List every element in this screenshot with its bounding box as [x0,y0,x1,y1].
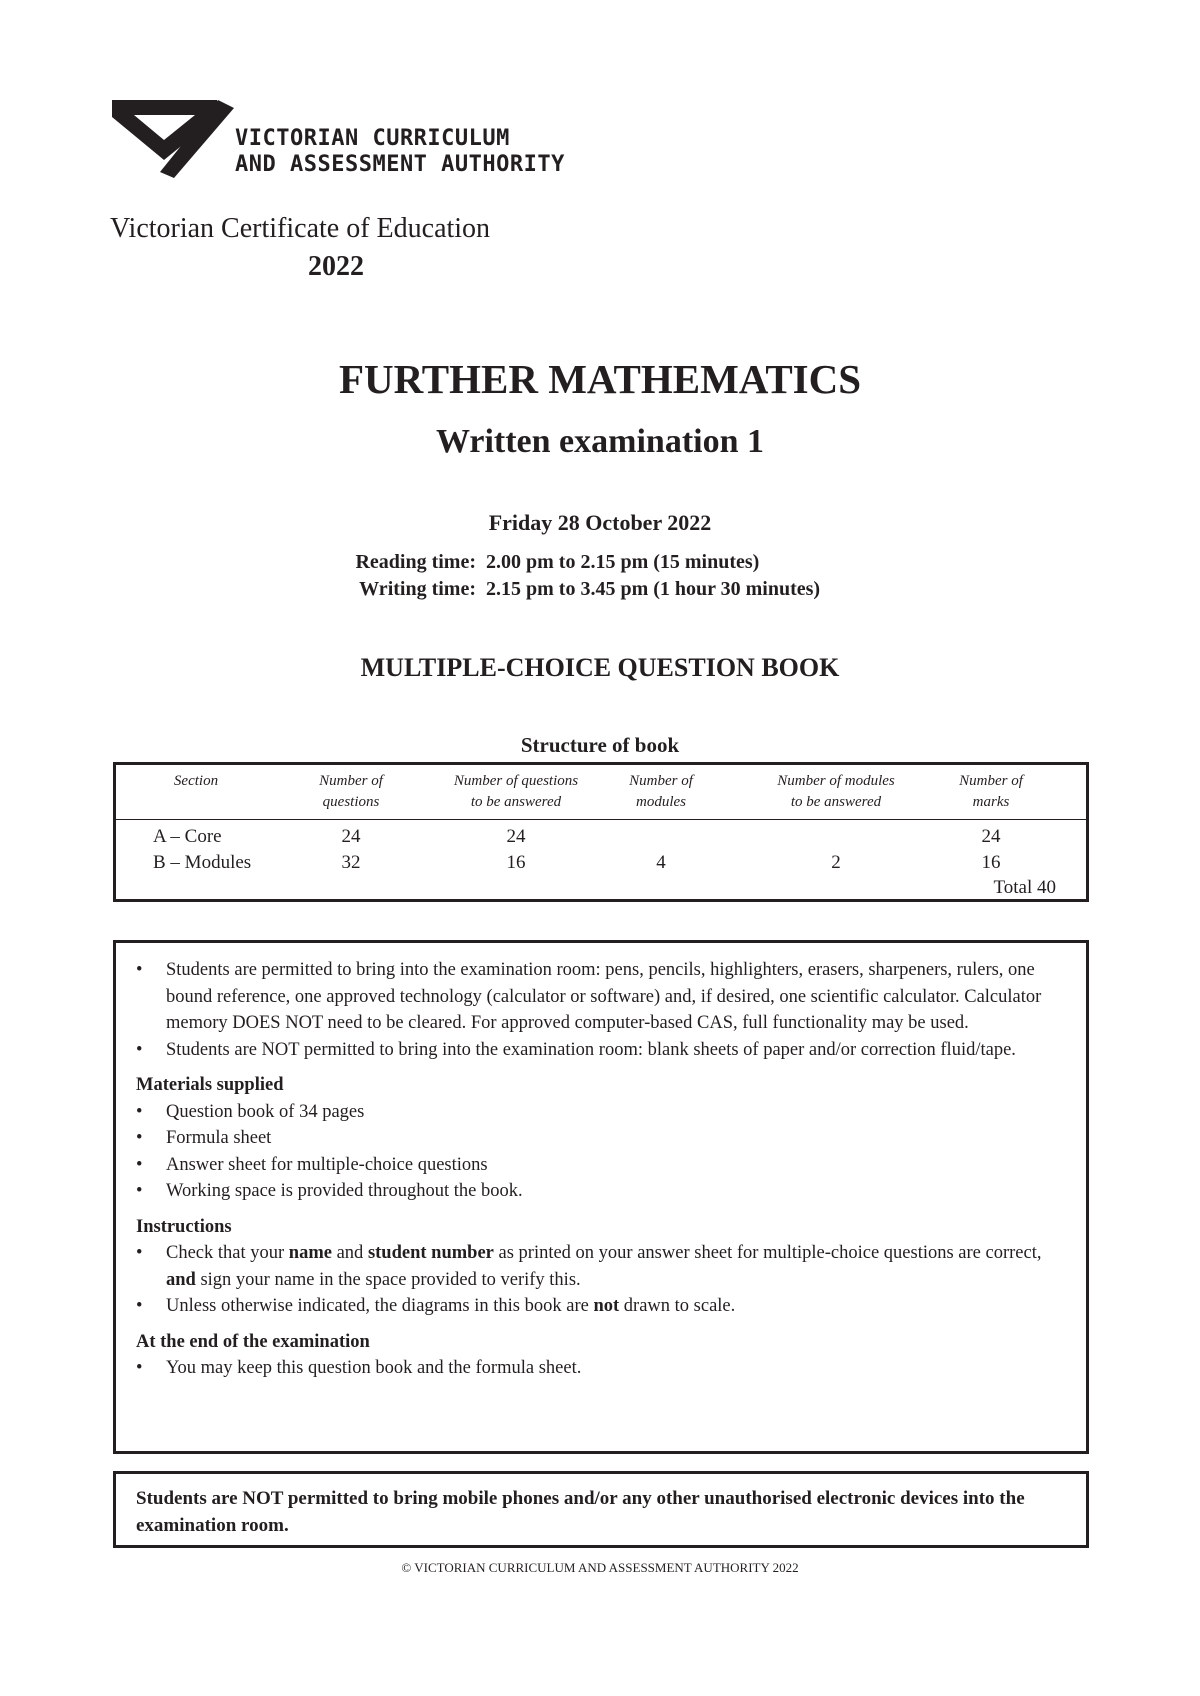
reading-time-row [300,549,820,576]
total-marks: Total 40 [993,877,1056,898]
vcaa-logo [112,100,565,180]
mobile-phone-warning: Students are NOT permitted to bring mobile phones and/or any other unauthorised electronic devices into the examination room. [113,1471,1089,1548]
logo-line-1: VICTORIAN CURRICULUM [235,126,510,151]
instructions-box [113,940,1089,1454]
list-item: • Working space is provided throughout the book. [136,1178,1066,1205]
list-item: • Formula sheet [136,1125,1066,1152]
structure-table [113,762,1089,902]
row-b-modules-answered: 2 [831,852,841,873]
reading-time-value: 2.00 pm to 2.15 pm (15 minutes) [486,551,760,573]
writing-time-label: Writing time: [359,578,476,600]
header-number-of-questions: Number of questions [319,773,383,810]
row-a-section: A – Core [153,826,222,847]
row-b-questions: 32 [341,852,361,873]
row-b-marks: 16 [981,852,1001,873]
row-b-answered: 16 [506,852,526,873]
materials-heading: Materials supplied [136,1075,284,1095]
book-title: MULTIPLE-CHOICE QUESTION BOOK [360,653,840,682]
list-item: • Question book of 34 pages [136,1099,1066,1126]
certificate-heading [110,210,570,286]
header-questions-to-answer: Number of questions to be answered [453,773,579,810]
end-of-exam-heading: At the end of the examination [136,1331,370,1352]
certificate-year: 2022 [308,251,364,282]
structure-table-header [116,765,1086,820]
list-item: • You may keep this question book and the formula sheet. [136,1355,1066,1382]
exam-date: Friday 28 October 2022 [488,510,712,535]
list-item: • Students are NOT permitted to bring into the examination room: blank sheets of paper and/or correction fluid/tape. [136,1037,1066,1064]
vcaa-logo-text [235,126,565,178]
list-item: • Students are permitted to bring into the examination room: pens, pencils, highlighters, erasers, sharpeners, rulers, one bound reference, one approved technology (calculator or software) and, if desired, one scientific calculator. Calculator memory DOES NOT need to be cleared. For approved computer-based CAS, full functionality may be used. [136,957,1066,1037]
structure-title: Structure of book [520,733,680,757]
exam-times [300,549,820,603]
writing-time-row [300,576,820,603]
row-a-questions: 24 [341,826,361,847]
copyright-notice: © VICTORIAN CURRICULUM AND ASSESSMENT AUTHORITY 2022 [401,1560,799,1575]
header-number-of-modules: Number of modules [629,773,693,810]
vcaa-tick-logo-icon [112,100,236,180]
logo-line-2: AND ASSESSMENT AUTHORITY [235,152,565,177]
paper-title: Written examination 1 [435,423,764,460]
header-section: Section [173,773,219,789]
list-item: • Check that your name and student number as printed on your answer sheet for multiple-choice questions are correct, and sign your name in the space provided to verify this. [136,1240,1066,1293]
row-a-answered: 24 [506,826,526,847]
writing-time-value: 2.15 pm to 3.45 pm (1 hour 30 minutes) [486,578,821,600]
certificate-name: Victorian Certificate of Education [110,213,491,244]
row-b-modules: 4 [656,852,666,873]
reading-time-label: Reading time: [355,551,476,573]
list-item: • Answer sheet for multiple-choice questions [136,1152,1066,1179]
list-item: • Unless otherwise indicated, the diagrams in this book are not drawn to scale. [136,1293,1066,1320]
header-number-of-marks: Number of marks [959,773,1023,810]
header-modules-to-answer: Number of modules to be answered [777,773,895,810]
row-b-section: B – Modules [153,852,252,873]
subject-title: FURTHER MATHEMATICS [338,356,862,402]
instructions-heading: Instructions [136,1216,232,1237]
row-a-marks: 24 [981,826,1001,847]
